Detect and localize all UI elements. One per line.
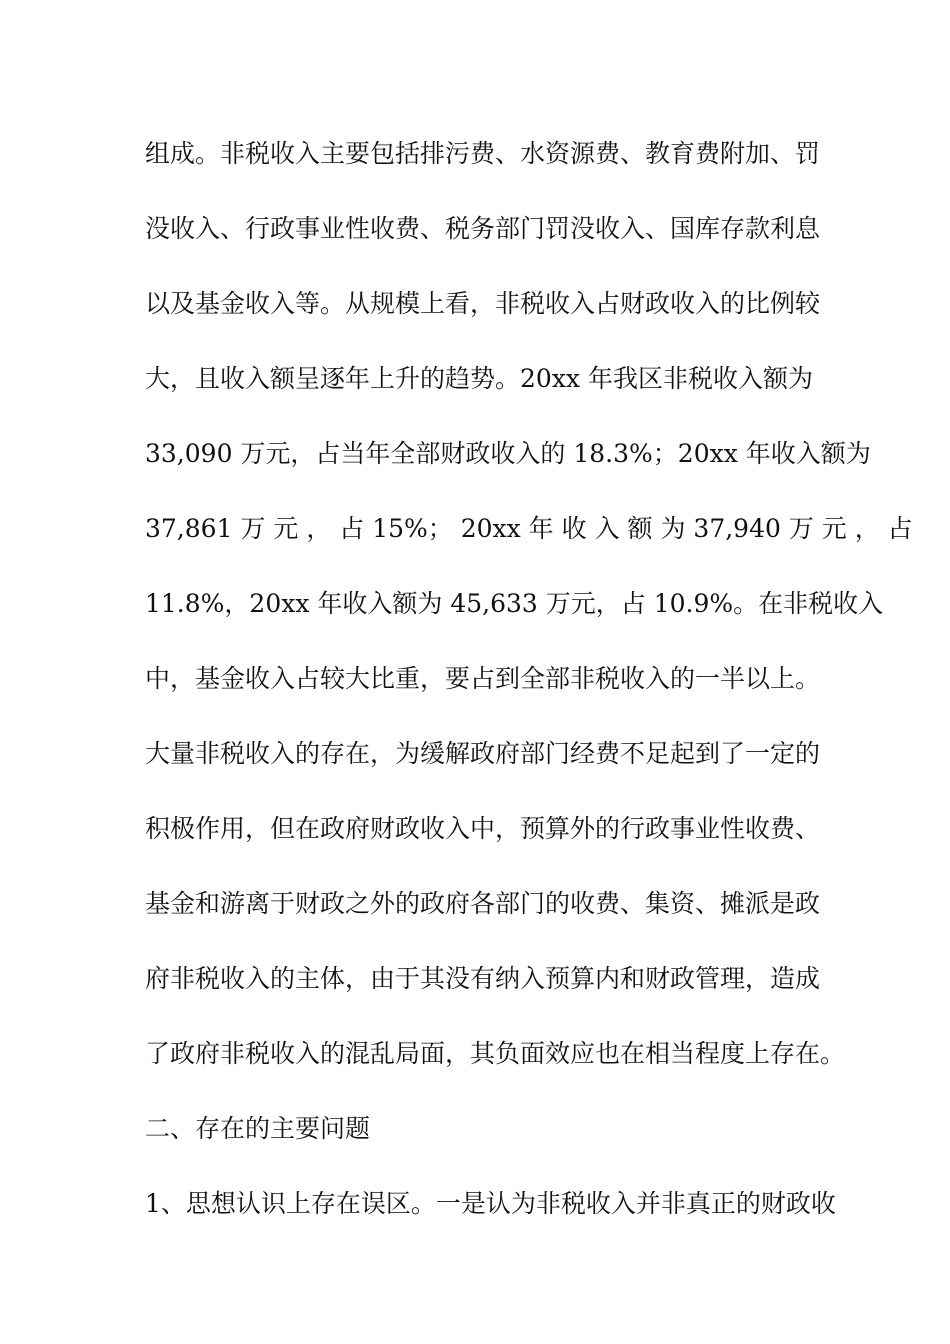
paragraph-line: 33,090 万元，占当年全部财政收入的 18.3%；20xx 年收入额为 xyxy=(145,439,871,468)
paragraph-line: 以及基金收入等。从规模上看，非税收入占财政收入的比例较 xyxy=(145,289,821,318)
paragraph-line: 大量非税收入的存在，为缓解政府部门经费不足起到了一定的 xyxy=(145,739,821,768)
section-heading: 二、存在的主要问题 xyxy=(145,1114,371,1143)
paragraph-line: 了政府非税收入的混乱局面，其负面效应也在相当程度上存在。 xyxy=(145,1039,846,1068)
paragraph-line: 基金和游离于财政之外的政府各部门的收费、集资、摊派是政 xyxy=(145,889,821,918)
paragraph-line: 37,861 万 元 ， 占 15%； 20xx 年 收 入 额 为 37,940 万 元 ， 占 xyxy=(145,514,913,543)
paragraph-line: 1、思想认识上存在误区。一是认为非税收入并非真正的财政收 xyxy=(145,1189,836,1218)
paragraph-line: 组成。非税收入主要包括排污费、水资源费、教育费附加、罚 xyxy=(145,139,821,168)
paragraph-line: 大，且收入额呈逐年上升的趋势。20xx 年我区非税收入额为 xyxy=(145,364,813,393)
paragraph-line: 没收入、行政事业性收费、税务部门罚没收入、国库存款利息 xyxy=(145,214,821,243)
paragraph-line: 府非税收入的主体，由于其没有纳入预算内和财政管理，造成 xyxy=(145,964,821,993)
paragraph-line: 中，基金收入占较大比重，要占到全部非税收入的一半以上。 xyxy=(145,664,821,693)
paragraph-line: 积极作用，但在政府财政收入中，预算外的行政事业性收费、 xyxy=(145,814,821,843)
paragraph-line: 11.8%，20xx 年收入额为 45,633 万元，占 10.9%。在非税收入 xyxy=(145,589,884,618)
